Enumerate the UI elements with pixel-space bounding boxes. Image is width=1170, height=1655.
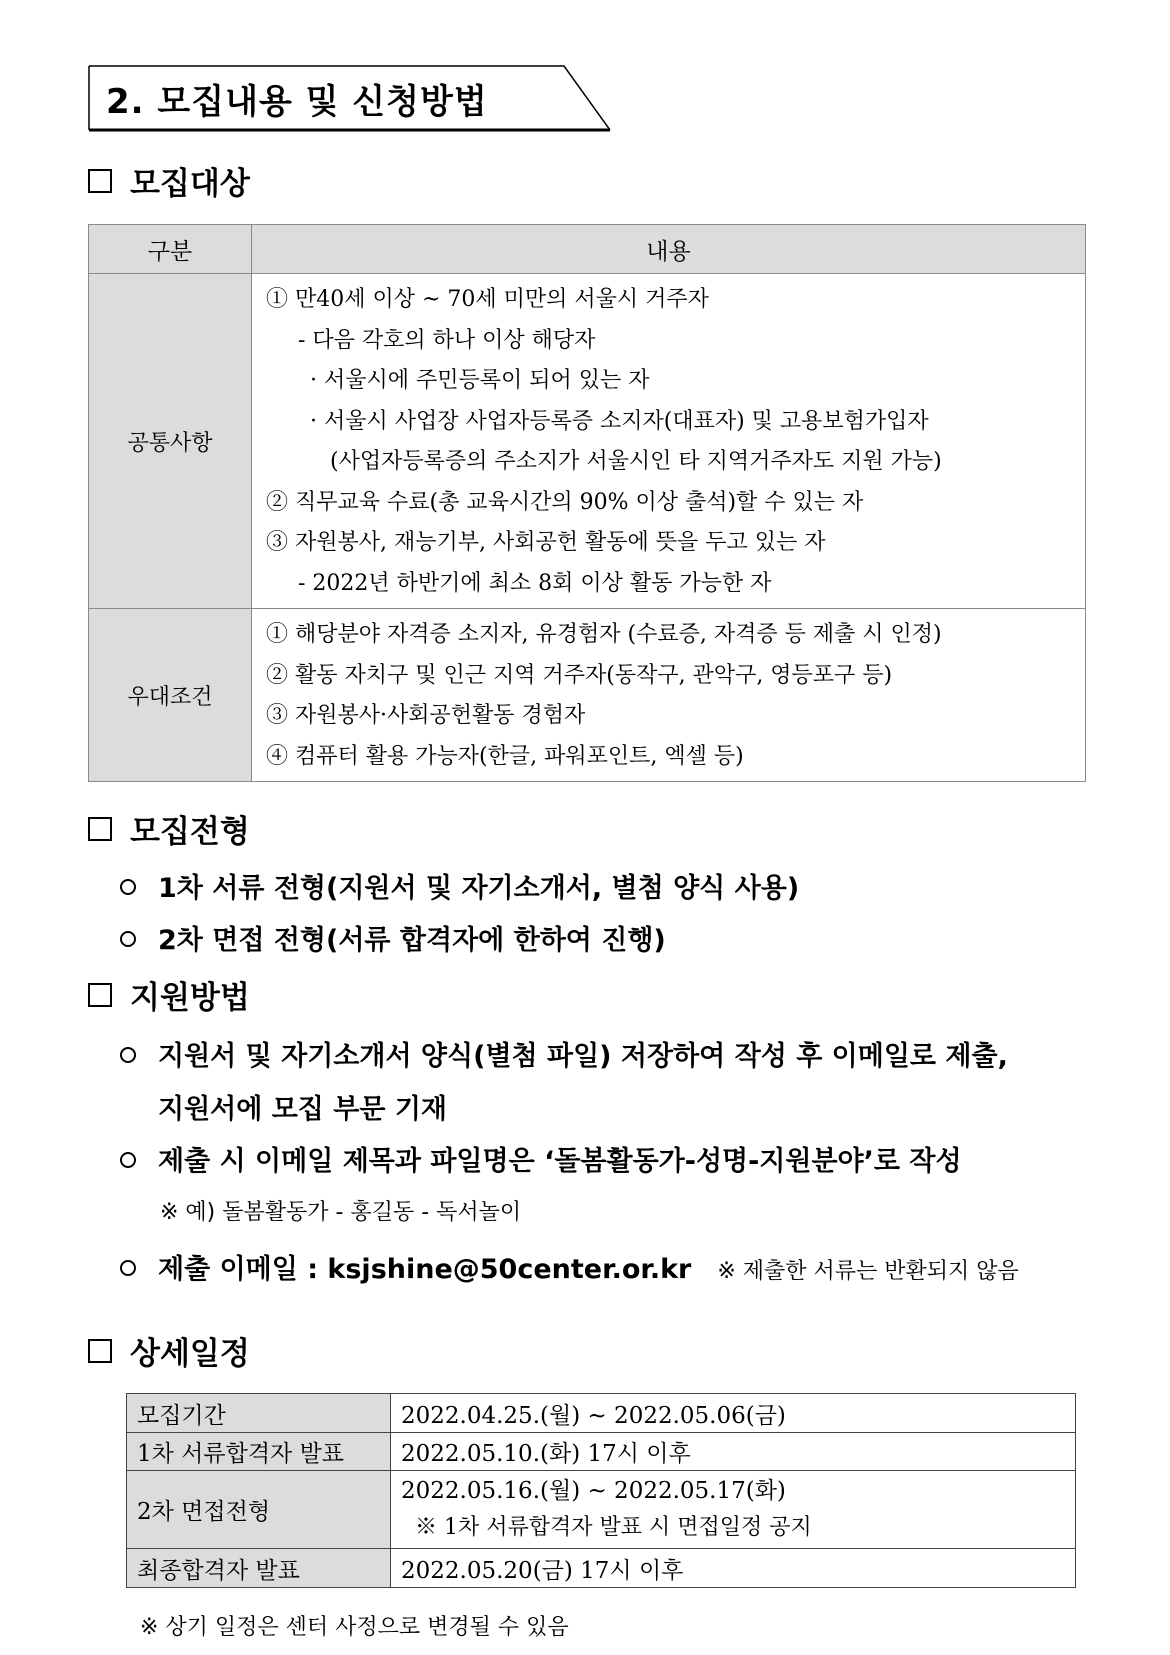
schedule-label: 모집기간 xyxy=(127,1394,391,1433)
circle-bullet-icon xyxy=(120,1047,136,1063)
content-line: ① 해당분야 자격증 소지자, 유경험자 (수료증, 자격증 등 제출 시 인정) xyxy=(266,622,942,647)
recruit-target-table xyxy=(88,224,1086,782)
apply-item-continuation: 지원서에 모집 부문 기재 xyxy=(158,1094,448,1125)
subheading-schedule xyxy=(88,1328,250,1373)
row-category: 공통사항 xyxy=(89,274,252,609)
content-line: ① 만40세 이상 ~ 70세 미만의 서울시 거주자 xyxy=(266,287,709,312)
subheading-text: 모집대상 xyxy=(130,166,250,202)
circle-bullet-icon xyxy=(120,879,136,895)
email-text: 제출 이메일 : ksjshine@50center.or.kr xyxy=(158,1254,692,1285)
schedule-label: 2차 면접전형 xyxy=(127,1471,391,1549)
subheading-recruit-target xyxy=(88,158,250,203)
table-header-row xyxy=(89,225,1086,274)
subheading-text: 지원방법 xyxy=(130,980,250,1016)
content-line: · 서울시에 주민등록이 되어 있는 자 xyxy=(310,368,650,393)
subheading-recruit-process xyxy=(88,806,250,851)
schedule-label: 1차 서류합격자 발표 xyxy=(127,1433,391,1471)
section-header xyxy=(88,64,612,132)
content-line: ③ 자원봉사, 재능기부, 사회공헌 활동에 뜻을 두고 있는 자 xyxy=(266,530,826,555)
example-note: ※ 예) 돌봄활동가 - 홍길동 - 독서놀이 xyxy=(160,1200,522,1225)
schedule-value: 2022.04.25.(월) ~ 2022.05.06(금) xyxy=(391,1394,1076,1433)
table-row xyxy=(127,1394,1076,1433)
schedule-value xyxy=(391,1471,1076,1549)
col-header-content: 내용 xyxy=(252,225,1086,274)
content-line: · 서울시 사업장 사업자등록증 소지자(대표자) 및 고용보험가입자 xyxy=(310,408,929,434)
row-category: 우대조건 xyxy=(89,609,252,782)
schedule-label: 최종합격자 발표 xyxy=(127,1549,391,1588)
checkbox-icon xyxy=(88,1339,112,1363)
checkbox-icon xyxy=(88,983,112,1007)
apply-item xyxy=(120,1247,1019,1286)
schedule-table xyxy=(126,1393,1076,1588)
content-line: ② 활동 자치구 및 인근 지역 거주자(동작구, 관악구, 영등포구 등) xyxy=(266,662,893,688)
table-row xyxy=(127,1471,1076,1549)
apply-item xyxy=(120,1034,1008,1073)
section-title: 2. 모집내용 및 신청방법 xyxy=(106,82,488,122)
content-line: (사업자등록증의 주소지가 서울시인 타 지역거주자도 지원 가능) xyxy=(330,449,942,474)
col-header-category: 구분 xyxy=(89,225,252,274)
email-note: ※ 제출한 서류는 반환되지 않음 xyxy=(717,1259,1019,1284)
content-line: - 다음 각호의 하나 이상 해당자 xyxy=(298,327,596,353)
process-item xyxy=(120,866,799,905)
process-item-text: 1차 서류 전형(지원서 및 자기소개서, 별첨 양식 사용) xyxy=(158,873,800,904)
circle-bullet-icon xyxy=(120,931,136,947)
subheading-text: 모집전형 xyxy=(130,814,250,850)
table-row xyxy=(127,1433,1076,1471)
subheading-apply-method xyxy=(88,972,250,1017)
apply-item xyxy=(120,1139,962,1178)
content-line: ② 직무교육 수료(총 교육시간의 90% 이상 출석)할 수 있는 자 xyxy=(266,489,864,515)
table-row xyxy=(89,274,1086,609)
schedule-value: 2022.05.10.(화) 17시 이후 xyxy=(391,1433,1076,1471)
apply-item-text: 지원서 및 자기소개서 양식(별첨 파일) 저장하여 작성 후 이메일로 제출, xyxy=(158,1041,1008,1072)
schedule-value-line: 2022.05.16.(월) ~ 2022.05.17(화) xyxy=(401,1477,786,1504)
content-line: ④ 컴퓨터 활용 가능자(한글, 파워포인트, 엑셀 등) xyxy=(266,743,744,769)
table-row xyxy=(127,1549,1076,1588)
schedule-footnote: ※ 상기 일정은 센터 사정으로 변경될 수 있음 xyxy=(140,1615,569,1640)
process-item xyxy=(120,918,666,957)
circle-bullet-icon xyxy=(120,1260,136,1276)
content-line: - 2022년 하반기에 최소 8회 이상 활동 가능한 자 xyxy=(298,570,772,596)
process-item-text: 2차 면접 전형(서류 합격자에 한하여 진행) xyxy=(158,925,666,956)
table-row xyxy=(89,609,1086,782)
row-content xyxy=(252,274,1086,609)
content-line: ③ 자원봉사·사회공헌활동 경험자 xyxy=(266,703,586,728)
checkbox-icon xyxy=(88,169,112,193)
circle-bullet-icon xyxy=(120,1152,136,1168)
checkbox-icon xyxy=(88,817,112,841)
schedule-value-note: ※ 1차 서류합격자 발표 시 면접일정 공지 xyxy=(415,1514,812,1540)
subheading-text: 상세일정 xyxy=(130,1336,250,1372)
schedule-value: 2022.05.20(금) 17시 이후 xyxy=(391,1549,1076,1588)
apply-item-text: 제출 시 이메일 제목과 파일명은 ‘돌봄활동가-성명-지원분야’로 작성 xyxy=(158,1146,962,1177)
row-content xyxy=(252,609,1086,782)
